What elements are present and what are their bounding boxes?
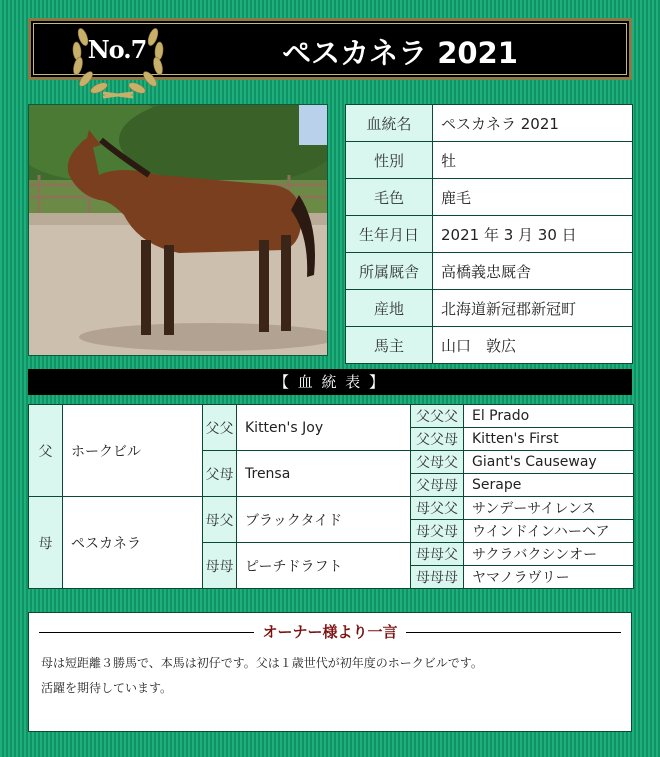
info-key-stable: 所属厩舎 <box>346 253 433 290</box>
owner-message-title-text: オーナー様より一言 <box>254 623 405 641</box>
info-value-origin: 北海道新冠郡新冠町 <box>433 290 633 327</box>
info-row <box>346 253 633 290</box>
gen3-name: Serape <box>464 474 634 497</box>
dam-name: ペスカネラ <box>63 497 203 589</box>
gen3-label: 母父父 <box>411 497 464 520</box>
horse-title: ペスカネラ 2021 <box>282 36 518 70</box>
gen3-name: Kitten's First <box>464 428 634 451</box>
gen2-label: 父母 <box>203 451 237 497</box>
info-key-color: 毛色 <box>346 179 433 216</box>
gen3-name: ヤマノラヴリー <box>464 566 634 589</box>
info-value-color: 鹿毛 <box>433 179 633 216</box>
gen3-label: 父母母 <box>411 474 464 497</box>
gen3-label: 母母父 <box>411 543 464 566</box>
info-key-sex: 性別 <box>346 142 433 179</box>
info-row <box>346 327 633 364</box>
gen2-name: ブラックタイド <box>237 497 411 543</box>
gen3-label: 父父父 <box>411 405 464 428</box>
pedigree-row <box>29 405 634 428</box>
gen2-name: Trensa <box>237 451 411 497</box>
info-row <box>346 105 633 142</box>
info-value-birthdate: 2021 年 3 月 30 日 <box>433 216 633 253</box>
gen3-name: サクラバクシンオー <box>464 543 634 566</box>
info-value-stable: 高橋義忠厩舎 <box>433 253 633 290</box>
info-key-name: 血統名 <box>346 105 433 142</box>
entry-number: No.7 <box>87 35 147 64</box>
horse-info-table <box>345 104 633 364</box>
info-value-name: ペスカネラ 2021 <box>433 105 633 142</box>
horse-photo <box>28 104 328 356</box>
pedigree-heading: 【 血 統 表 】 <box>28 369 632 395</box>
info-key-origin: 産地 <box>346 290 433 327</box>
title-banner <box>28 18 632 80</box>
gen3-name: Giant's Causeway <box>464 451 634 474</box>
owner-message-box <box>28 612 632 732</box>
info-key-birthdate: 生年月日 <box>346 216 433 253</box>
gen3-label: 父母父 <box>411 451 464 474</box>
info-value-owner: 山口 敦広 <box>433 327 633 364</box>
gen3-label: 父父母 <box>411 428 464 451</box>
gen3-name: サンデーサイレンス <box>464 497 634 520</box>
gen3-label: 母父母 <box>411 520 464 543</box>
pedigree-row <box>29 497 634 520</box>
info-row <box>346 216 633 253</box>
sire-label: 父 <box>29 405 63 497</box>
sire-name: ホークビル <box>63 405 203 497</box>
info-value-sex: 牡 <box>433 142 633 179</box>
info-row <box>346 142 633 179</box>
info-key-owner: 馬主 <box>346 327 433 364</box>
gen2-name: Kitten's Joy <box>237 405 411 451</box>
pedigree-table <box>28 404 634 589</box>
gen3-name: ウインドインハーヘア <box>464 520 634 543</box>
gen2-label: 父父 <box>203 405 237 451</box>
owner-message-line: 活躍を期待しています。 <box>41 681 173 695</box>
gen3-label: 母母母 <box>411 566 464 589</box>
info-row <box>346 179 633 216</box>
gen2-name: ピーチドラフト <box>237 543 411 589</box>
owner-message-text <box>41 651 619 701</box>
dam-label: 母 <box>29 497 63 589</box>
gen2-label: 母母 <box>203 543 237 589</box>
gen2-label: 母父 <box>203 497 237 543</box>
owner-message-line: 母は短距離３勝馬で、本馬は初仔です。父は１歳世代が初年度のホークビルです。 <box>41 656 483 670</box>
info-row <box>346 290 633 327</box>
gen3-name: El Prado <box>464 405 634 428</box>
owner-message-title <box>29 621 631 642</box>
